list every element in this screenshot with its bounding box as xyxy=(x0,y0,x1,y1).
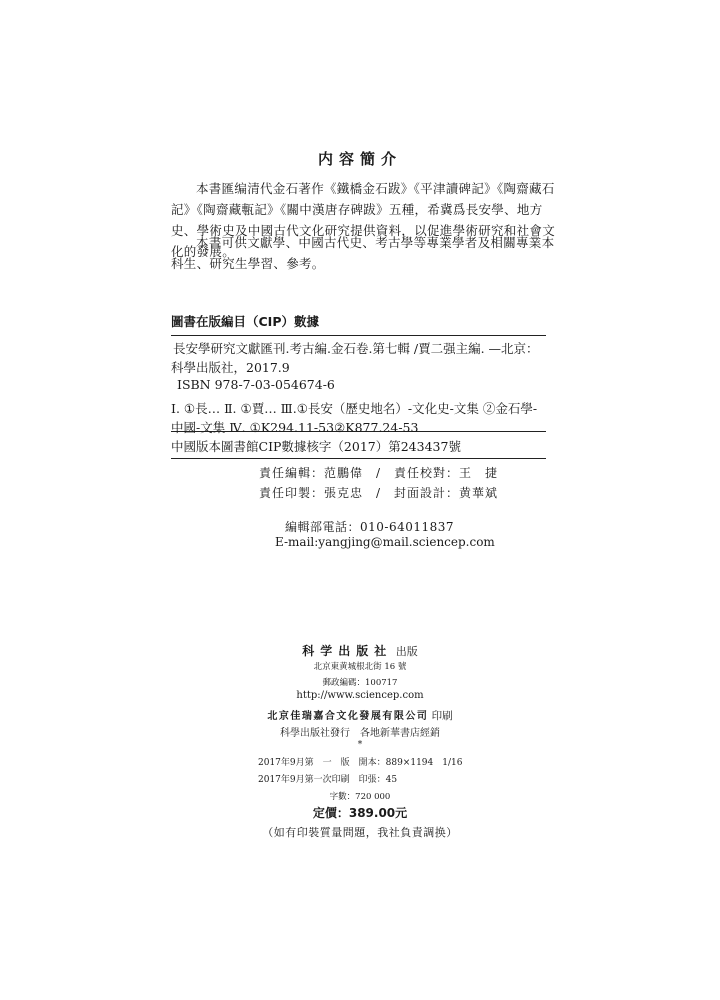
cip-classification: Ⅰ. ①長… Ⅱ. ①賈… Ⅲ.①長安（歷史地名）-文化史-文集 ②金石學-中國-文集 Ⅳ. ①K294.11-53②K877.24-53 xyxy=(171,401,538,435)
printer-line xyxy=(0,707,720,723)
summary-paragraph-2: 本書可供文獻學、中國古代史、考古學等專業學者及相關專業本科生、研究生學習、參考。 xyxy=(171,235,555,271)
publisher-url: http://www.sciencep.com xyxy=(296,690,424,701)
distribution-line: 科學出版社發行 各地新華書店經銷 xyxy=(280,728,440,739)
edition-line: 2017年9月第 一 版 開本：889×1194 1/16 xyxy=(258,758,463,768)
publisher-logo: 科学出版社 xyxy=(302,644,393,658)
price: 定價：389.00元 xyxy=(312,806,408,820)
printer-name: 北京佳瑞嘉合文化發展有限公司 xyxy=(267,711,429,722)
summary-title: 内容簡介 xyxy=(317,150,402,168)
summary-paragraph-1: 本書匯编清代金石著作《鐵橋金石跋》《平津讀碑記》《陶齋藏石記》《陶齋藏甎記》《關中漢唐存碑跋》五種，希冀爲長安學、地方史、學術史及中國古代文化研究提供資料，以促進學術研究和社會文化的發展。 xyxy=(171,181,556,259)
publisher-address: 北京東黄城根北街 16 號 xyxy=(313,662,407,672)
publisher-line xyxy=(0,642,720,659)
staff-production: 責任印製：張克忠 / 封面設計：黄華斌 xyxy=(259,486,499,500)
cip-heading: 圖書在版編目（CIP）數據 xyxy=(171,312,546,336)
cip-divider-2 xyxy=(171,458,546,459)
staff-editors: 責任編輯：范鵬偉 / 責任校對：王 捷 xyxy=(259,466,499,480)
printing-line: 2017年9月第一次印刷 印張：45 xyxy=(258,775,398,785)
printer-suffix: 印刷 xyxy=(431,710,453,722)
cip-isbn: ISBN 978-7-03-054674-6 xyxy=(177,377,335,392)
cip-number: 中國版本圖書館CIP數據核字（2017）第243437號 xyxy=(171,439,461,454)
cip-title-line: 長安學研究文獻匯刊.考古編.金石卷.第七輯 /賈二强主編. —北京：科學出版社，2017.9 xyxy=(171,341,539,375)
editorial-email: E-mail:yangjing@mail.sciencep.com xyxy=(275,535,495,549)
separator-star: * xyxy=(357,740,363,750)
word-count: 字數：720 000 xyxy=(329,792,391,802)
quality-note: （如有印裝質量問題，我社負責調换） xyxy=(262,826,458,839)
publisher-suffix: 出版 xyxy=(395,645,418,658)
publisher-postcode: 郵政編碼：100717 xyxy=(322,678,398,688)
editorial-phone: 編輯部電話：010-64011837 xyxy=(285,520,455,534)
